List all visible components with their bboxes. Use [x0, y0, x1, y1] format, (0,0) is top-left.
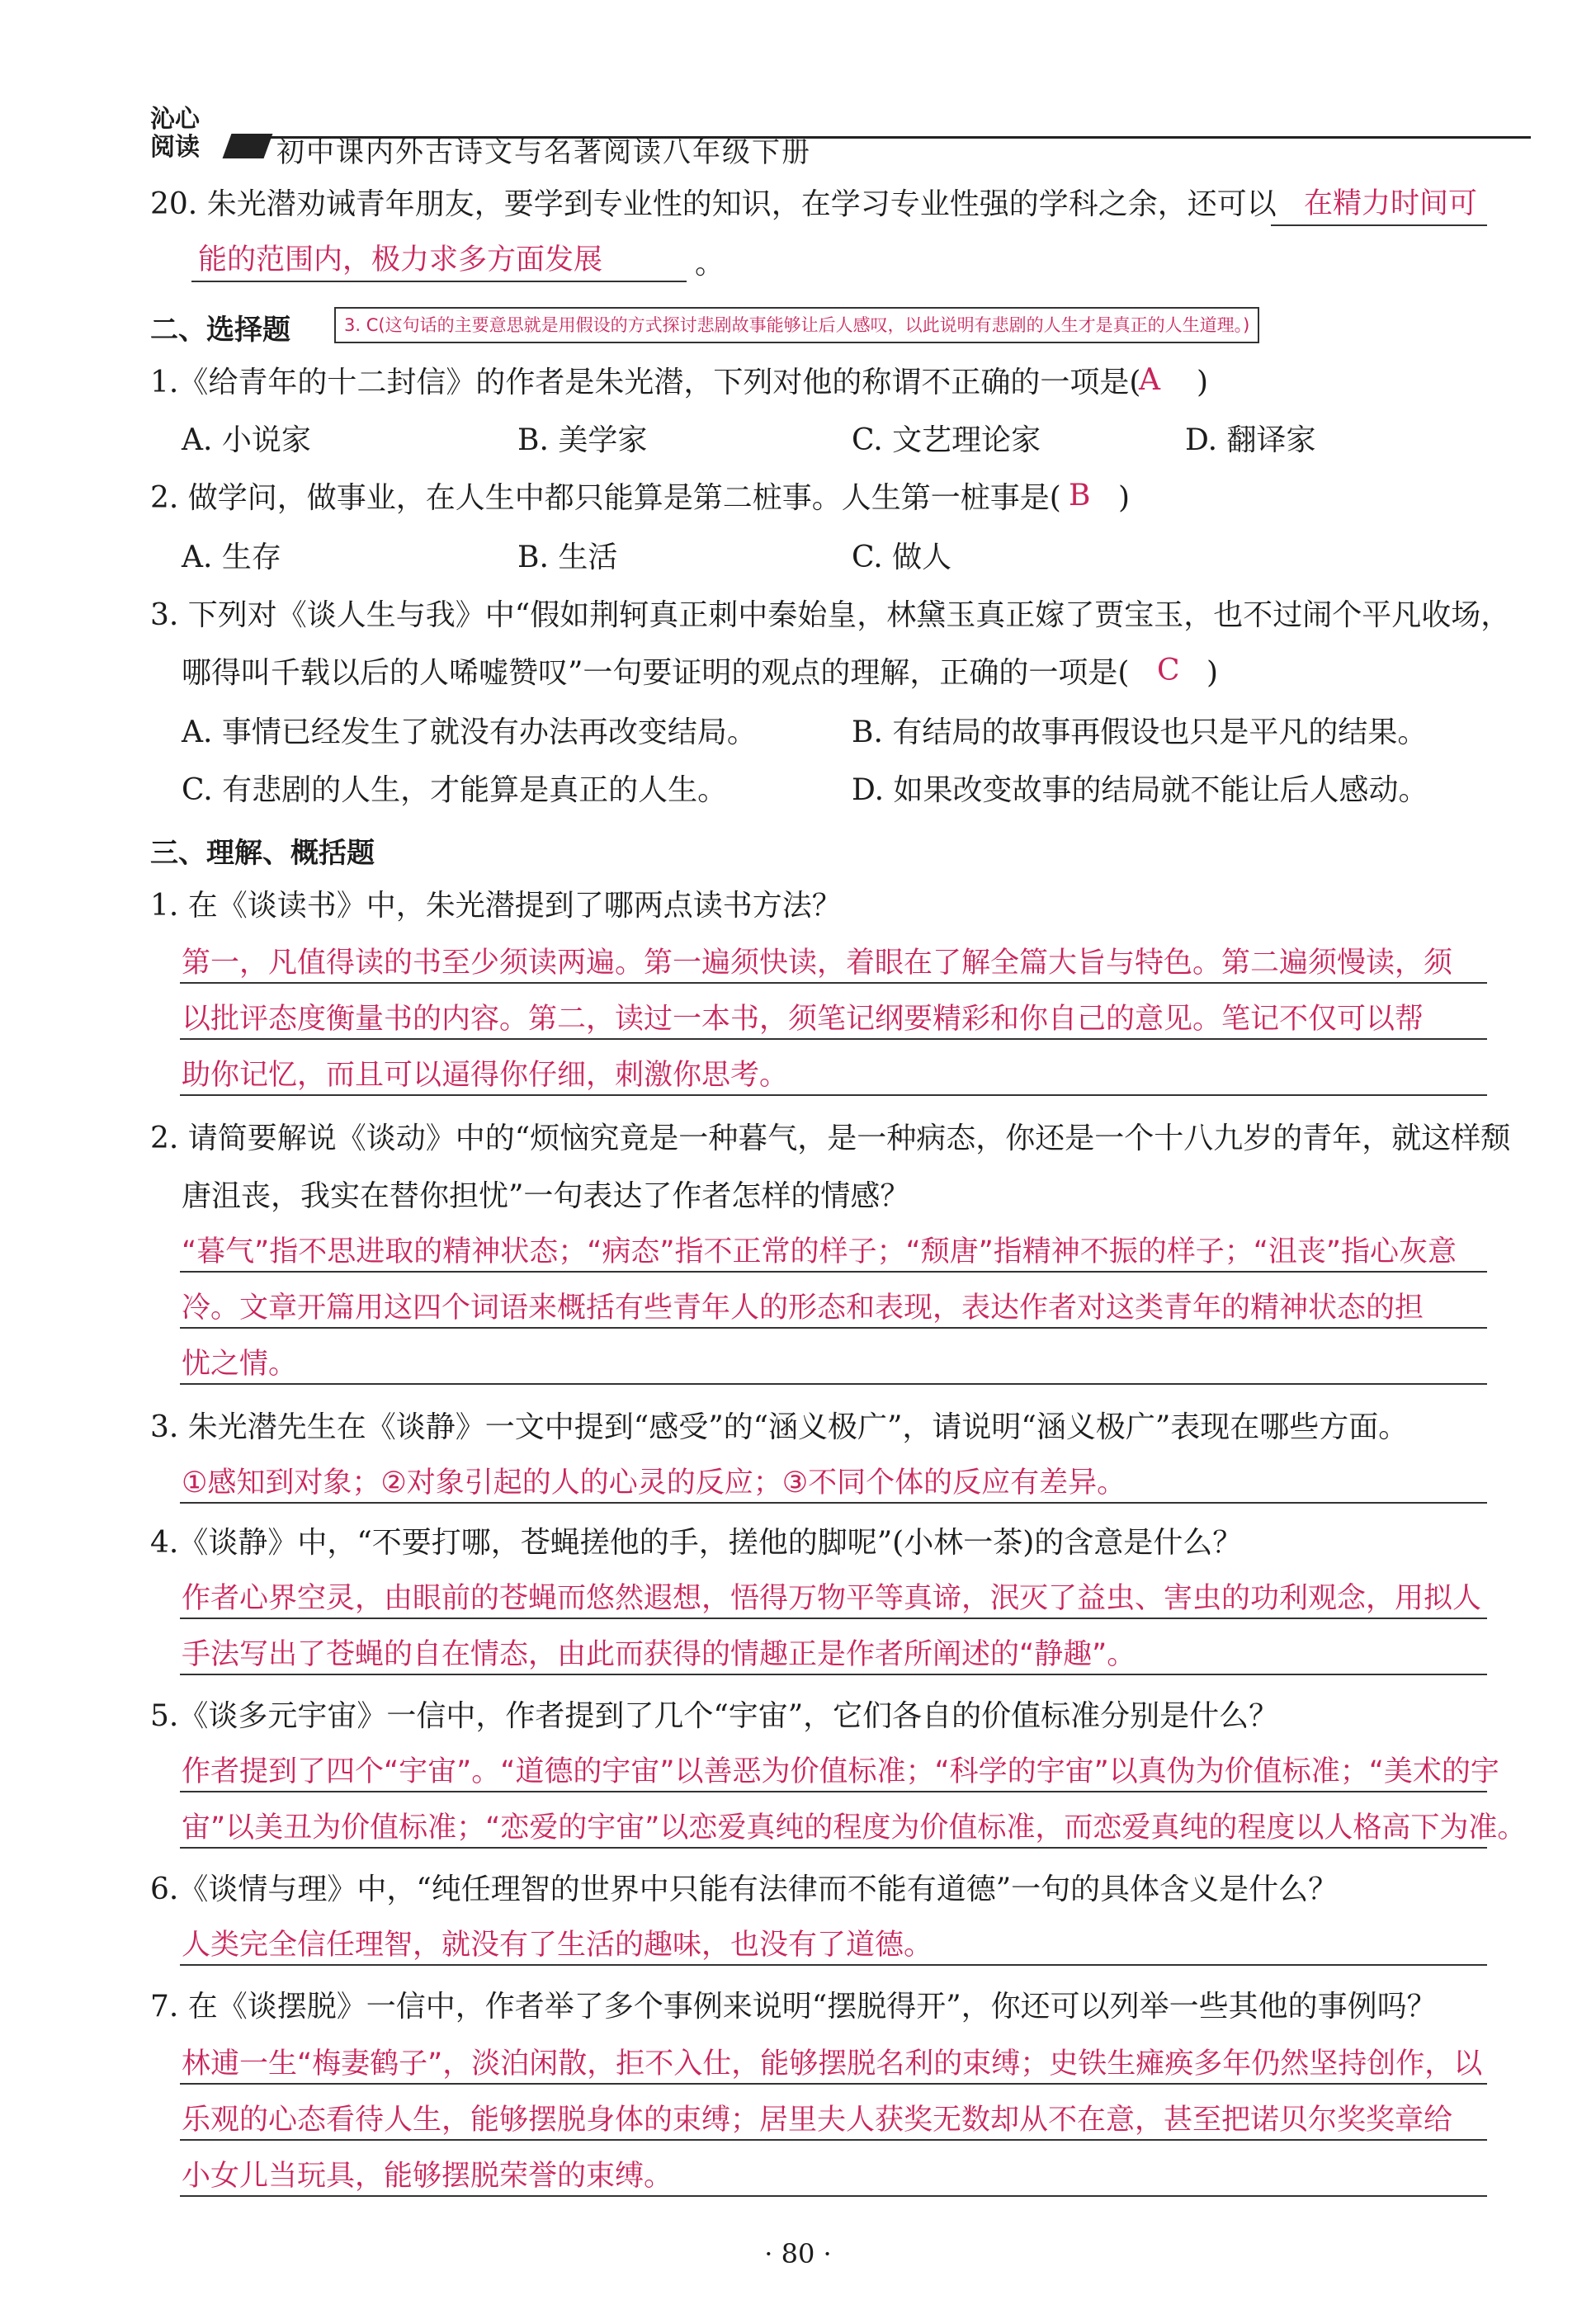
choice-q2-answer: B	[1069, 479, 1091, 512]
choice-q1-option-d: D. 翻译家	[1185, 423, 1316, 457]
answer-rule	[180, 2083, 1487, 2085]
answer-rule	[180, 982, 1487, 984]
short-q5-answer-line2: 宙”以美丑为价值标准；“恋爱的宇宙”以恋爱真纯的程度为价值标准，而恋爱真纯的程度以人格高下为准。	[182, 1811, 1527, 1844]
answer-rule	[180, 1964, 1487, 1966]
short-q4-answer-line2: 手法写出了苍蝇的自在情态，由此而获得的情趣正是作者所阐述的“静趣”。	[182, 1638, 1136, 1671]
short-q2-question-line2: 唐沮丧，我实在替你担忧”一句表达了作者怎样的情感？	[182, 1179, 910, 1213]
answer-rule	[180, 1271, 1487, 1273]
short-q7-question: 7. 在《谈摆脱》一信中，作者举了多个事例来说明“摆脱得开”，你还可以列举一些其他的事例吗？	[150, 1990, 1437, 2024]
short-q2-question-line1: 2. 请简要解说《谈动》中的“烦恼究竟是一种暮气，是一种病态，你还是一个十八九岁的青年，就这样颓	[150, 1122, 1511, 1155]
answer-rule	[180, 2139, 1487, 2141]
short-q2-answer-line3: 忧之情。	[182, 1348, 298, 1381]
choice-q1-option-b: B. 美学家	[517, 423, 648, 457]
section3-title: 三、理解、概括题	[150, 837, 375, 870]
short-q7-answer-line1: 林逋一生“梅妻鹤子”，淡泊闲散，拒不入仕，能够摆脱名利的束缚；史铁生瘫痪多年仍然坚持创作，以	[182, 2047, 1483, 2080]
section2-title: 二、选择题	[150, 314, 290, 347]
choice-q3-stem-line2: 哪得叫千载以后的人唏嘘赞叹”一句要证明的观点的理解，正确的一项是(	[182, 656, 1130, 690]
choice-q1-option-c: C. 文艺理论家	[852, 423, 1041, 457]
short-q3-answer-line1: ①感知到对象；②对象引起的人的心灵的反应；③不同个体的反应有差异。	[182, 1466, 1126, 1499]
short-q4-answer-line1: 作者心界空灵，由眼前的苍蝇而悠然遐想，悟得万物平等真谛，泯灭了益虫、害虫的功利观念，用拟人	[182, 1582, 1482, 1615]
short-q1-answer-line3: 助你记忆，而且可以逼得你仔细，刺激你思考。	[182, 1059, 789, 1092]
choice-q2-stem: 2. 做学问，做事业，在人生中都只能算是第二桩事。人生第一桩事是(	[150, 481, 1061, 515]
short-q1-question: 1. 在《谈读书》中，朱光潜提到了哪两点读书方法？	[150, 889, 842, 923]
short-q2-answer-line2: 冷。文章开篇用这四个词语来概括有些青年人的形态和表现，表达作者对这类青年的精神状态的担	[182, 1292, 1424, 1325]
choice-q3-stem-line1: 3. 下列对《谈人生与我》中“假如荆轲真正刺中秦始皇，林黛玉真正嫁了贾宝玉，也不过闹个平凡收场，	[150, 598, 1511, 632]
book-title: 初中课内外古诗文与名著阅读八年级下册	[276, 136, 811, 169]
answer-rule	[180, 1502, 1487, 1504]
short-q2-answer-line1: “暮气”指不思进取的精神状态；“病态”指不正常的样子；“颓唐”指精神不振的样子；“沮丧”指心灰意	[182, 1235, 1457, 1268]
choice-q1-option-a: A. 小说家	[182, 423, 311, 457]
short-q4-question: 4.《谈静》中，“不要打哪，苍蝇搓他的手，搓他的脚呢”(小林一茶)的含意是什么？	[150, 1526, 1243, 1560]
q20-answer-underline-2	[191, 281, 687, 282]
choice-q3-option-c: C. 有悲剧的人生，才能算是真正的人生。	[182, 773, 728, 807]
short-q6-answer-line1: 人类完全信任理智，就没有了生活的趣味，也没有了道德。	[182, 1929, 933, 1962]
short-q7-answer-line3: 小女儿当玩具，能够摆脱荣誉的束缚。	[182, 2160, 673, 2193]
choice-q1-close: )	[1197, 366, 1209, 399]
q20-answer-underline-1	[1271, 224, 1487, 226]
answer-rule	[180, 1791, 1487, 1792]
answer-rule	[180, 1038, 1487, 1040]
choice-q2-close: )	[1118, 481, 1131, 515]
answer-rule	[180, 1674, 1487, 1675]
choice-q3-option-d: D. 如果改变故事的结局就不能让后人感动。	[852, 773, 1428, 807]
answer-rule	[180, 1618, 1487, 1619]
choice-q2-option-b: B. 生活	[517, 541, 618, 574]
series-logo	[150, 106, 200, 162]
answer-rule	[180, 1327, 1487, 1329]
logo-bottom: 阅读	[150, 133, 200, 162]
q20-answer-part2: 能的范围内，极力求多方面发展	[198, 243, 603, 276]
choice-q3-close: )	[1206, 656, 1219, 690]
answer-rule	[180, 1094, 1487, 1096]
q20-text: 20. 朱光潜劝诫青年朋友，要学到专业性的知识，在学习专业性强的学科之余，还可以	[150, 187, 1277, 221]
answer-rule	[180, 1383, 1487, 1385]
page-number: · 80 ·	[764, 2238, 832, 2269]
short-q3-question: 3. 朱光潜先生在《谈静》一文中提到“感受”的“涵义极广”，请说明“涵义极广”表现在哪些方面。	[150, 1410, 1409, 1444]
answer-rule	[180, 2195, 1487, 2197]
answer-rule	[180, 1847, 1487, 1849]
choice-q3-option-b: B. 有结局的故事再假设也只是平凡的结果。	[852, 716, 1428, 749]
choice-q3-option-a: A. 事情已经发生了就没有办法再改变结局。	[182, 716, 757, 749]
choice-q1-stem: 1.《给青年的十二封信》的作者是朱光潜，下列对他的称谓不正确的一项是(	[150, 366, 1141, 399]
logo-top: 沁心	[150, 105, 200, 134]
short-q1-answer-line2: 以批评态度衡量书的内容。第二，读过一本书，须笔记纲要精彩和你自己的意见。笔记不仅可以帮	[182, 1003, 1424, 1036]
choice-q2-option-a: A. 生存	[182, 541, 281, 574]
teacher-note-box: 3. C(这句话的主要意思就是用假设的方式探讨悲剧故事能够让后人感叹，以此说明有悲剧的人生才是真正的人生道理。)	[334, 307, 1259, 343]
q20-end: 。	[695, 247, 725, 281]
short-q6-question: 6.《谈情与理》中，“纯任理智的世界中只能有法律而不能有道德”一句的具体含义是什么？	[150, 1873, 1339, 1906]
q20-answer-part1: 在精力时间可	[1304, 187, 1478, 220]
short-q5-question: 5.《谈多元宇宙》一信中，作者提到了几个“宇宙”，它们各自的价值标准分别是什么？	[150, 1699, 1279, 1733]
short-q7-answer-line2: 乐观的心态看待人生，能够摆脱身体的束缚；居里夫人获奖无数却从不在意，甚至把诺贝尔奖奖章给	[182, 2104, 1453, 2137]
choice-q2-option-c: C. 做人	[852, 541, 952, 574]
short-q1-answer-line1: 第一，凡值得读的书至少须读两遍。第一遍须快读，着眼在了解全篇大旨与特色。第二遍须慢读，须	[182, 947, 1453, 980]
choice-q3-answer: C	[1157, 654, 1180, 687]
short-q5-answer-line1: 作者提到了四个“宇宙”。“道德的宇宙”以善恶为价值标准；“科学的宇宙”以真伪为价值标准；“美术的宇	[182, 1755, 1499, 1788]
choice-q1-answer: A	[1139, 363, 1160, 397]
